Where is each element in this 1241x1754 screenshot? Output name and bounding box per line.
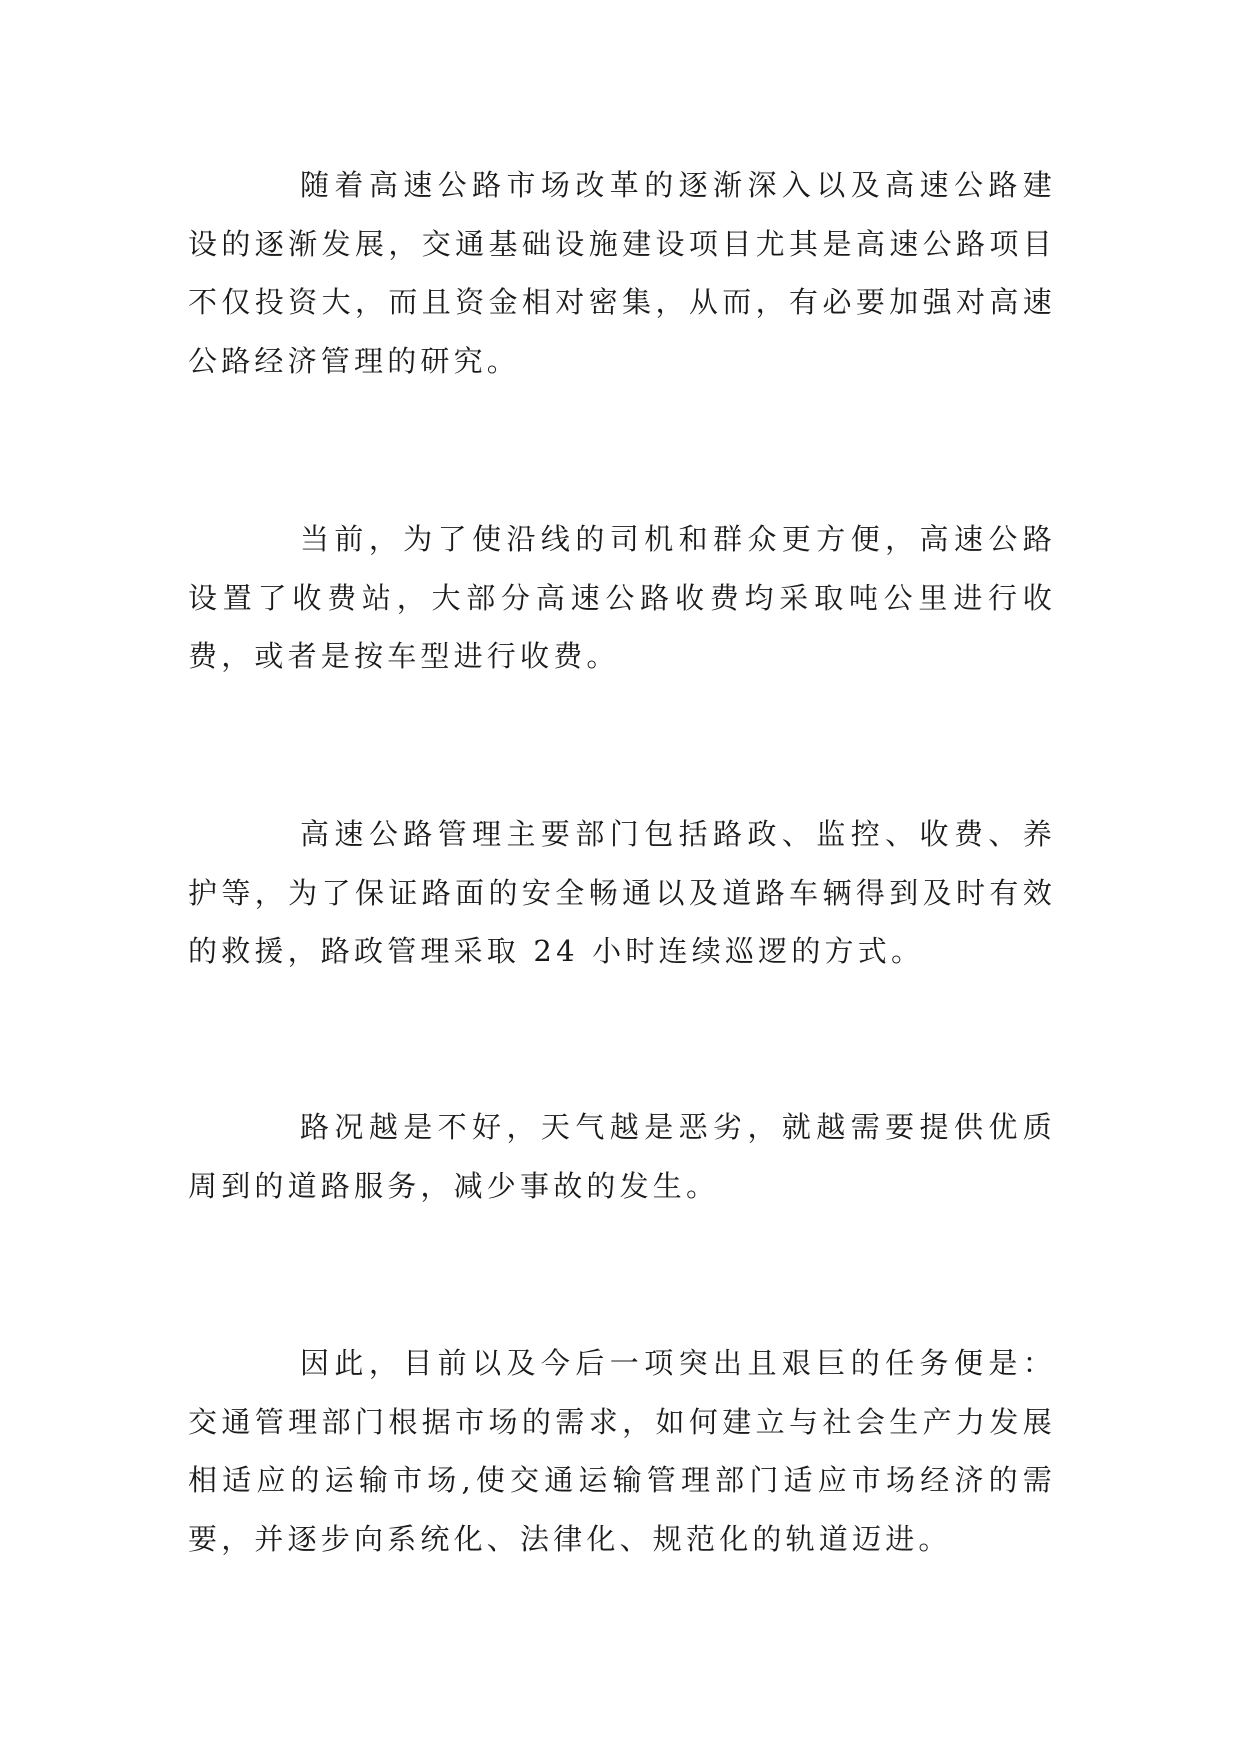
paragraph-4: 路况越是不好，天气越是恶劣，就越需要提供优质周到的道路服务，减少事故的发生。 bbox=[188, 1110, 1056, 1203]
paragraph-3: 高速公路管理主要部门包括路政、监控、收费、养护等，为了保证路面的安全畅通以及道路车辆得到及时有效的救援，路政管理采取 24 小时连续巡逻的方式。 bbox=[188, 817, 1056, 968]
paragraph-1: 随着高速公路市场改革的逐渐深入以及高速公路建设的逐渐发展，交通基础设施建设项目尤其是高速公路项目不仅投资大，而且资金相对密集，从而，有必要加强对高速公路经济管理的研究。 bbox=[188, 168, 1056, 378]
paragraph-5: 因此，目前以及今后一项突出且艰巨的任务便是：交通管理部门根据市场的需求，如何建立与社会生产力发展相适应的运输市场,使交通运输管理部门适应市场经济的需要，并逐步向系统化、法律化、规范化的轨道迈进。 bbox=[188, 1346, 1056, 1556]
paragraph-2: 当前，为了使沿线的司机和群众更方便，高速公路设置了收费站，大部分高速公路收费均采取吨公里进行收费，或者是按车型进行收费。 bbox=[188, 522, 1056, 673]
